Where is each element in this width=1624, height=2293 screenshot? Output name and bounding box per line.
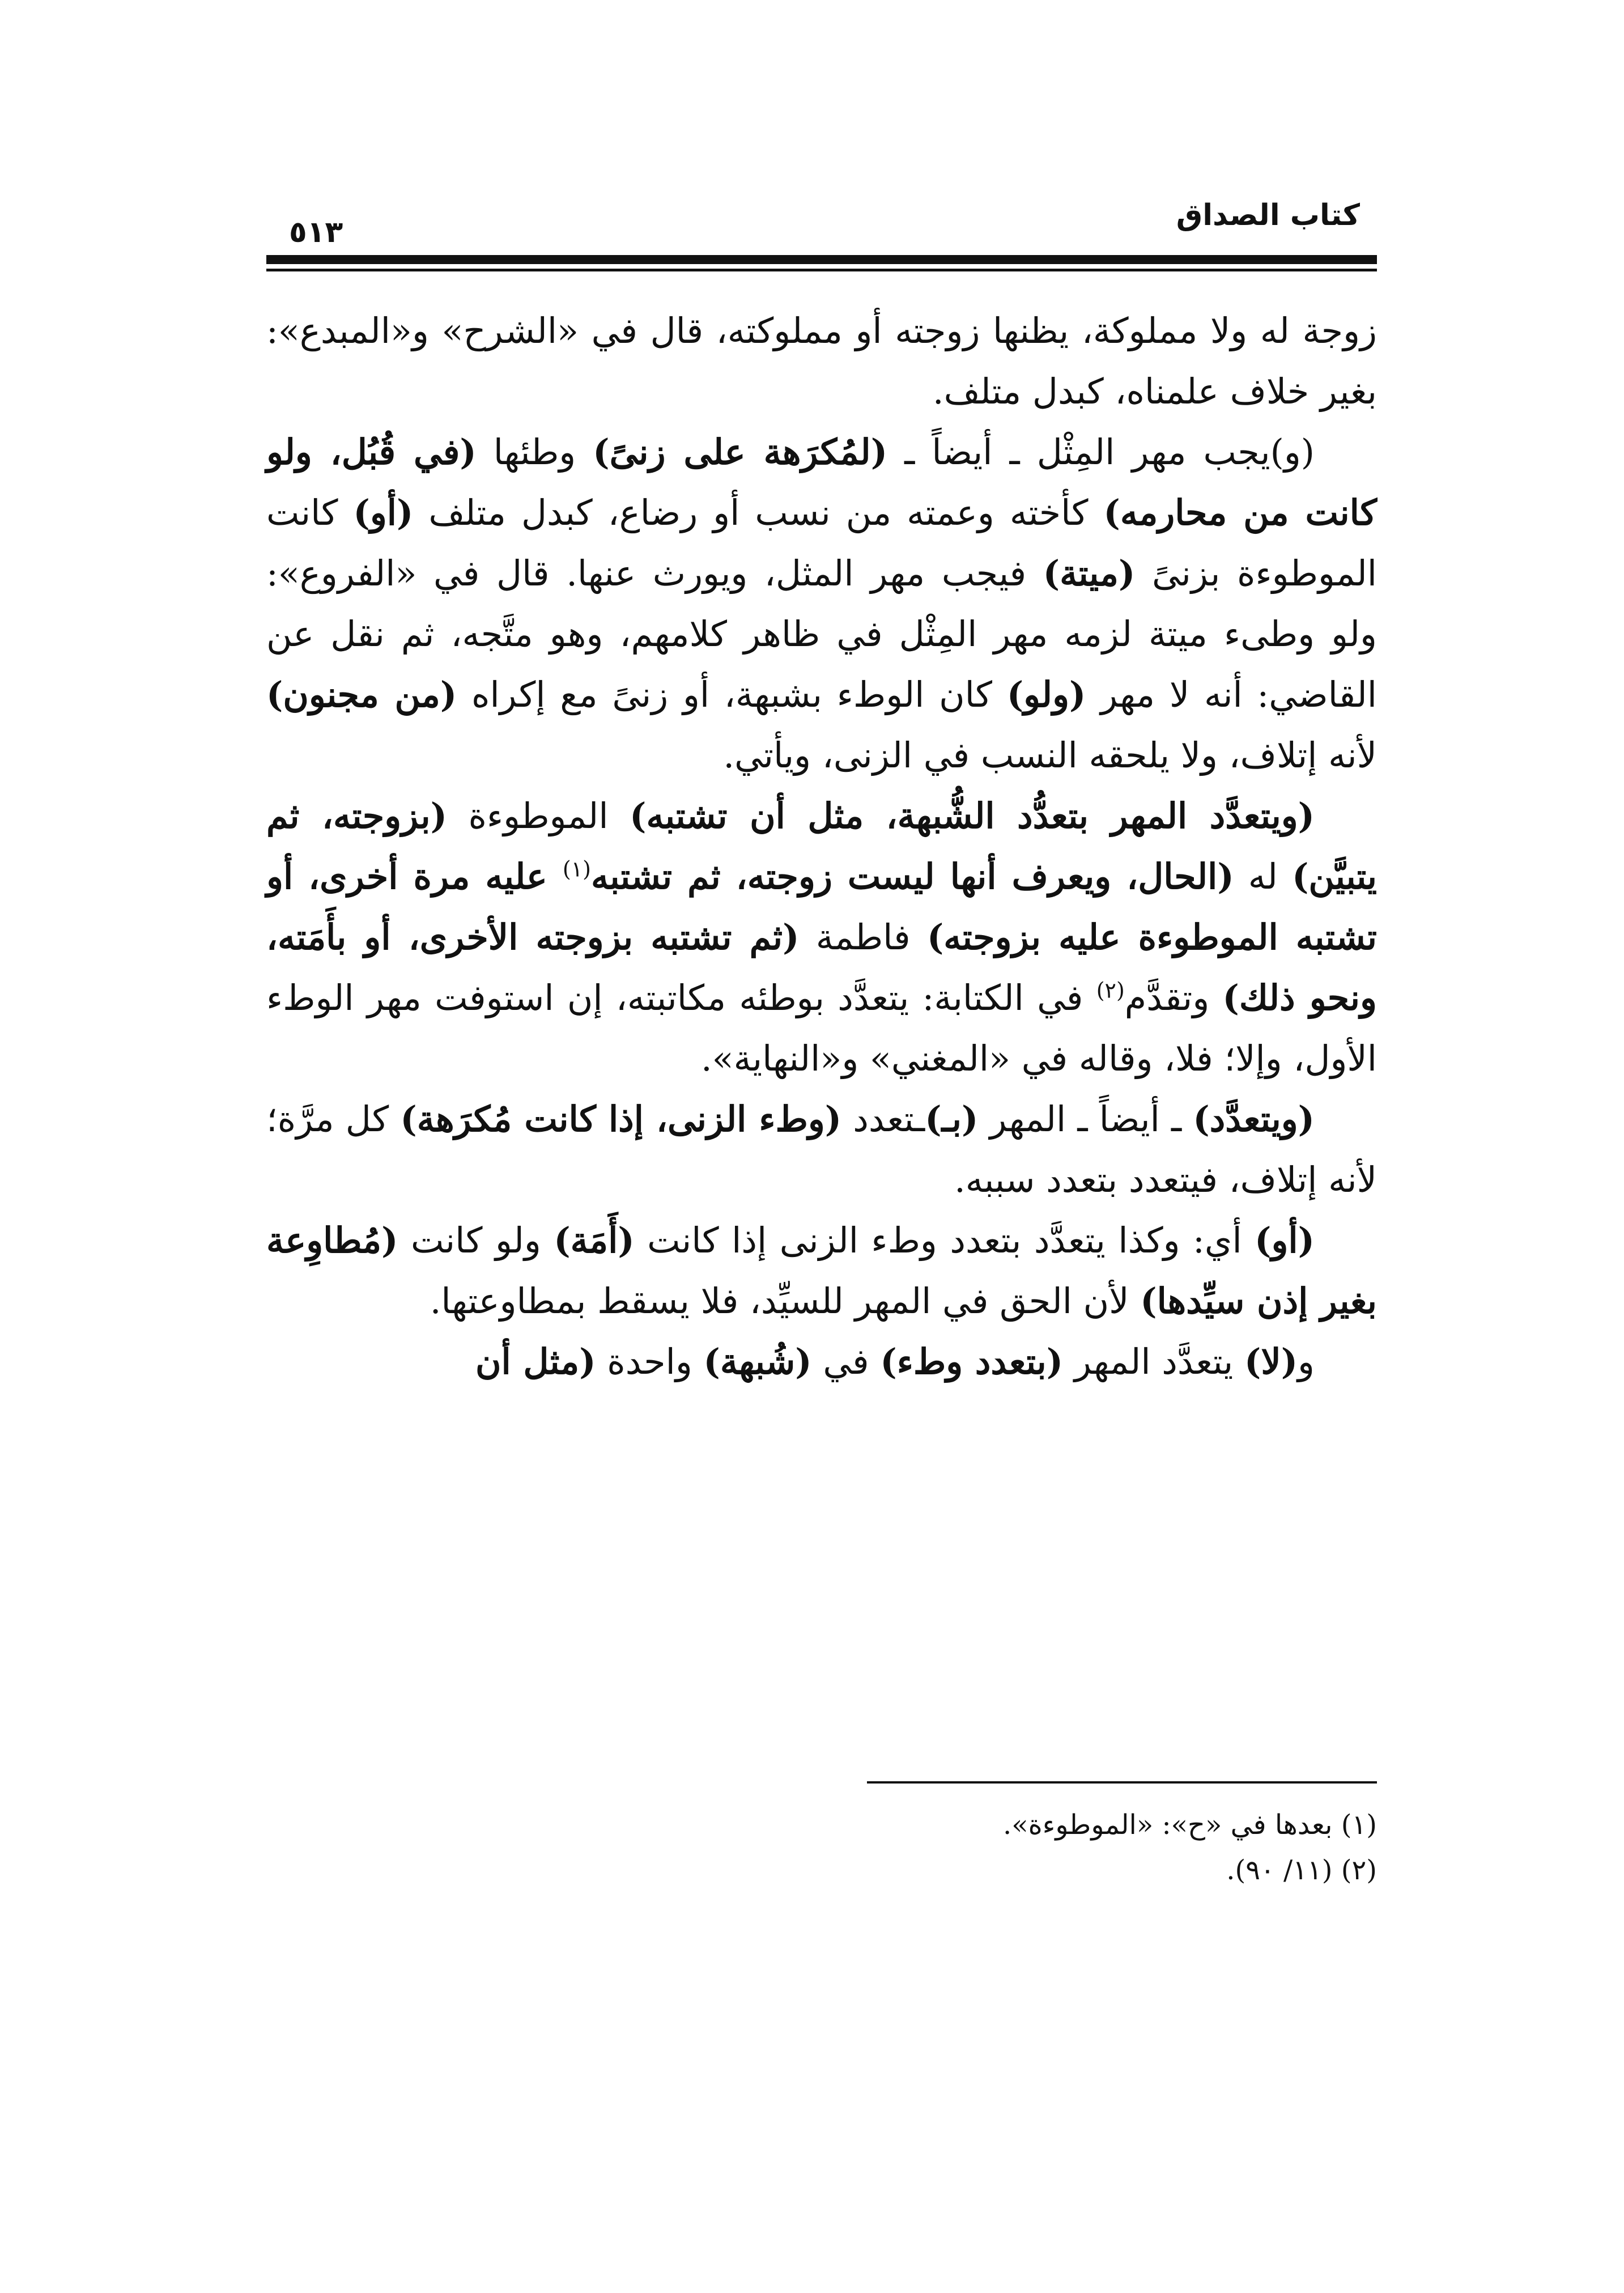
paragraph (266, 422, 1377, 785)
sharh-text: كل مرَّة؛ لأنه إتلاف، فيتعدد بتعدد سببه. (266, 1098, 1377, 1200)
chapter-title: كتاب الصداق (1176, 198, 1360, 232)
matn-text: (ولو) (1006, 674, 1086, 715)
sharh-text: أي: وكذا يتعدَّد بتعدد وطء الزنى إذا كانت (634, 1220, 1255, 1261)
sharh-text: له (1234, 856, 1293, 897)
footnote: (١) بعدها في «ح»: «الموطوءة». (1003, 1809, 1377, 1841)
sharh-text: فيجب مهر المثل، ويورث عنها. قال في «الفروع»: ولو وطىء ميتة لزمه مهر المِثْل في ظاهر كلامهم، وهو متَّجه، ثم نقل عن القاضي: أنه لا مهر (266, 553, 1378, 715)
sharh-text: الموطوءة (447, 795, 630, 836)
sharh-text: كان الوطء بشبهة، أو زنىً مع إكراه (457, 674, 1007, 715)
body-text (266, 300, 1377, 1392)
document-page (266, 170, 1377, 2154)
matn-text: (أو) (353, 492, 414, 533)
sharh-text: يتعدَّد المهر (1063, 1341, 1245, 1382)
sharh-text: في (811, 1341, 881, 1382)
sharh-text: فاطمة (799, 916, 927, 958)
matn-text: (وطء الزنى، إذا كانت مُكرَهة) (400, 1098, 842, 1140)
sharh-text: لأنه إتلاف، ولا يلحقه النسب في الزنى، ويأتي. (723, 734, 1377, 776)
sharh-text: ولو كانت (398, 1220, 554, 1261)
matn-text: (لا) (1244, 1341, 1298, 1382)
header-rule-thin (266, 269, 1377, 271)
matn-text: (لمُكرَهة على زنىً) (593, 431, 888, 473)
matn-text: (أو) (1255, 1220, 1315, 1261)
paragraph (266, 300, 1377, 422)
page-number: ٥١٣ (289, 215, 343, 249)
matn-text: (الحال، ويعرف أنها ليست زوجته، ثم تشتبه (590, 856, 1234, 897)
sharh-text: لأن الحق في المهر للسيِّد، فلا يسقط بمطاوعتها. (430, 1280, 1141, 1322)
sharh-text: كانت الموطوءة بزنىً (266, 492, 1377, 594)
footnotes (266, 1802, 1377, 1893)
sharh-text: و (1298, 1341, 1315, 1382)
matn-text: (ميتة) (1043, 553, 1136, 594)
footnote-marker: (٢) (1096, 978, 1125, 1003)
paragraph (266, 785, 1377, 1089)
matn-text: (ثم تشتبه بزوجته الأخرى، أو بأَمَته، ونحو ذلك) (266, 916, 1377, 1018)
matn-text: (من مجنون) (266, 674, 457, 715)
matn-text: عليه مرة أخرى، أو تشتبه الموطوءة عليه بزوجته) (266, 856, 1378, 958)
footnote-marker: (١) (562, 856, 591, 882)
matn-text: (مُطاوِعة بغير إذن سيِّدها) (266, 1220, 1377, 1322)
footnote-separator (867, 1781, 1377, 1784)
matn-text: (ويتعدَّد) (1193, 1098, 1315, 1140)
matn-text: (ويتعدَّد المهر بتعدُّد الشُّبهة، مثل أن تشتبه) (630, 795, 1315, 836)
matn-text: (مثل أن (475, 1341, 596, 1382)
paragraph (266, 1089, 1377, 1210)
footnote: (٢) (١١/ ٩٠). (1226, 1854, 1377, 1886)
sharh-text: ـتعدد (841, 1098, 925, 1140)
sharh-text: واحدة (596, 1341, 704, 1382)
paragraph (266, 1331, 1377, 1392)
paragraph (266, 1210, 1377, 1331)
header-rule-thick (266, 255, 1377, 264)
sharh-text: في الكتابة: يتعدَّد بوطئه مكاتبته، إن استوفت مهر الوطء الأول، وإلا؛ فلا، وقاله في «المغني» و«النهاية». (266, 977, 1377, 1079)
sharh-text: وتقدَّم (1124, 977, 1223, 1018)
matn-text: (شُبهة) (703, 1341, 812, 1382)
sharh-text: زوجة له ولا مملوكة، يظنها زوجته أو مملوكته، قال في «الشرح» و«المبدع»: بغير خلاف علمناه، كبدل متلف. (266, 310, 1377, 412)
sharh-text: وطئها (476, 431, 593, 473)
matn-text: (أَمَة) (554, 1220, 635, 1261)
matn-text: (بتعدد وطء) (880, 1341, 1064, 1382)
sharh-text: (و)يجب مهر المِثْل ـ أيضاً ـ (887, 431, 1315, 473)
matn-text: (بزوجته، ثم يتبيَّن) (266, 795, 1377, 897)
sharh-text: كأخته وعمته من نسب أو رضاع، كبدل متلف (413, 492, 1104, 533)
sharh-text: ـ أيضاً ـ المهر (978, 1098, 1193, 1140)
matn-text: (في قُبُل، ولو كانت من محارمه) (266, 431, 1377, 533)
matn-text: (بـ) (925, 1098, 979, 1140)
